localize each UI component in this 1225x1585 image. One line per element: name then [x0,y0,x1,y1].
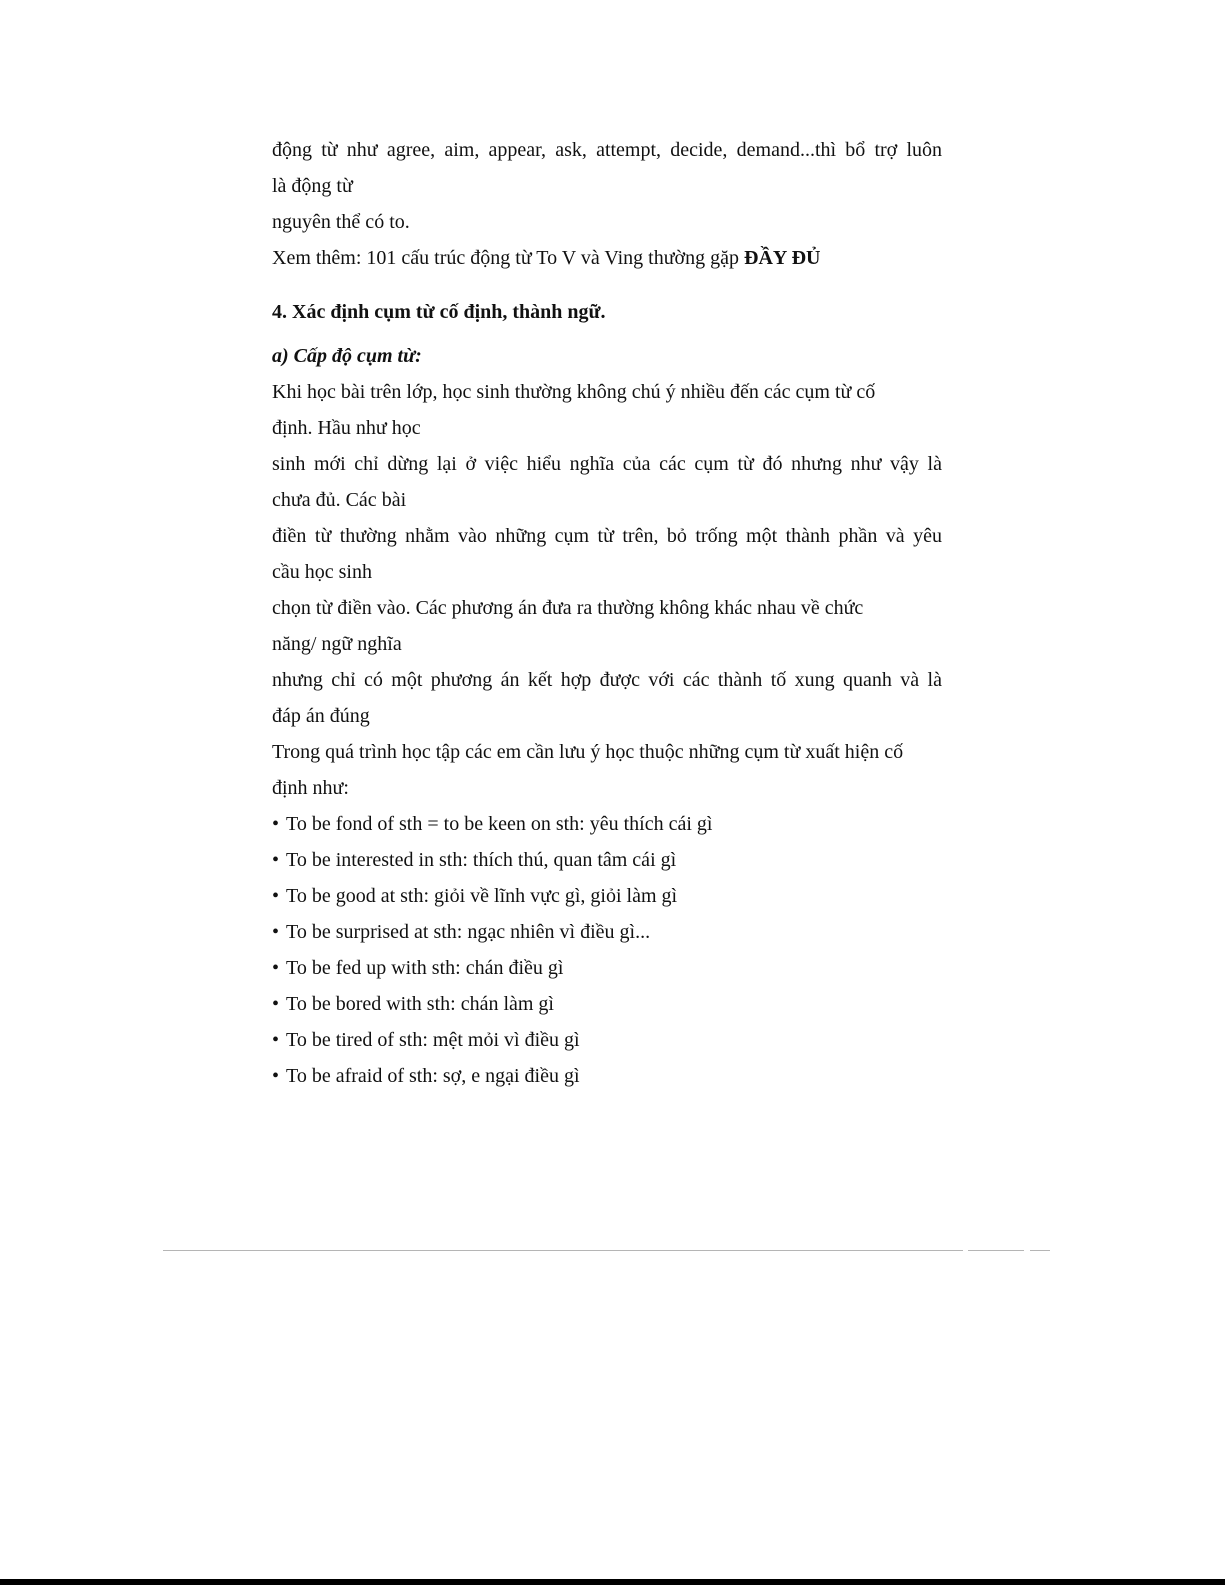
paragraph2-line: định như: [272,777,349,799]
bullet-icon: • [272,885,280,907]
list-item [272,842,942,878]
paragraph2-line: định. Hầu như học [272,417,421,439]
phrase-list [272,806,942,1094]
paragraph1-line2: là động từ [272,175,353,197]
list-item [272,1058,942,1094]
footer-divider [163,1250,963,1251]
list-item-text: To be afraid of sth: sợ, e ngại điều gì [286,1065,580,1087]
paragraph1-line1: động từ như agree, aim, appear, ask, attempt, decide, demand...thì bổ trợ luôn [272,139,942,161]
list-item-text: To be tired of sth: mệt mỏi vì điều gì [286,1029,580,1051]
bullet-icon: • [272,921,280,943]
bullet-icon: • [272,957,280,979]
list-item-text: To be surprised at sth: ngạc nhiên vì điều gì... [286,921,651,943]
list-item [272,986,942,1022]
paragraph2-line: nhưng chỉ có một phương án kết hợp được với các thành tố xung quanh và là [272,669,942,691]
footer-divider-segment [1030,1250,1050,1251]
paragraph2-line: Khi học bài trên lớp, học sinh thường không chú ý nhiều đến các cụm từ cố [272,381,876,403]
paragraph2-line: chưa đủ. Các bài [272,489,407,511]
bullet-icon: • [272,1065,280,1087]
bullet-icon: • [272,813,280,835]
list-item [272,878,942,914]
see-more-text: Xem thêm: 101 cấu trúc động từ To V và Ving thường gặp [272,247,745,269]
section-heading: 4. Xác định cụm từ cố định, thành ngữ. [272,301,606,323]
list-item-text: To be interested in sth: thích thú, quan tâm cái gì [286,849,677,871]
list-item-text: To be fed up with sth: chán điều gì [286,957,564,979]
paragraph2-line: điền từ thường nhằm vào những cụm từ trên, bỏ trống một thành phần và yêu [272,525,942,547]
list-item-text: To be bored with sth: chán làm gì [286,993,554,1015]
see-more-line [272,240,942,276]
paragraph1-line3: nguyên thể có to. [272,211,410,233]
paragraph2-line: sinh mới chỉ dừng lại ở việc hiểu nghĩa của các cụm từ đó nhưng như vậy là [272,453,942,475]
page-content [272,132,942,1094]
footer-divider-segment [968,1250,1024,1251]
bullet-icon: • [272,849,280,871]
paragraph2-line: cầu học sinh [272,561,372,583]
list-item [272,806,942,842]
list-item-text: To be fond of sth = to be keen on sth: yêu thích cái gì [286,813,713,835]
paragraph2-line: năng/ ngữ nghĩa [272,633,402,655]
paragraph2-line: chọn từ điền vào. Các phương án đưa ra thường không khác nhau về chức [272,597,864,619]
list-item [272,1022,942,1058]
paragraph2 [272,374,942,806]
subsection-heading: a) Cấp độ cụm từ: [272,345,422,367]
page-bottom-edge [0,1579,1225,1585]
see-more-emphasis: ĐẦY ĐỦ [744,247,821,269]
bullet-icon: • [272,993,280,1015]
paragraph2-line: đáp án đúng [272,705,370,727]
paragraph2-line: Trong quá trình học tập các em cần lưu ý học thuộc những cụm từ xuất hiện cố [272,741,904,763]
list-item [272,950,942,986]
bullet-icon: • [272,1029,280,1051]
list-item [272,914,942,950]
list-item-text: To be good at sth: giỏi về lĩnh vực gì, giỏi làm gì [286,885,678,907]
